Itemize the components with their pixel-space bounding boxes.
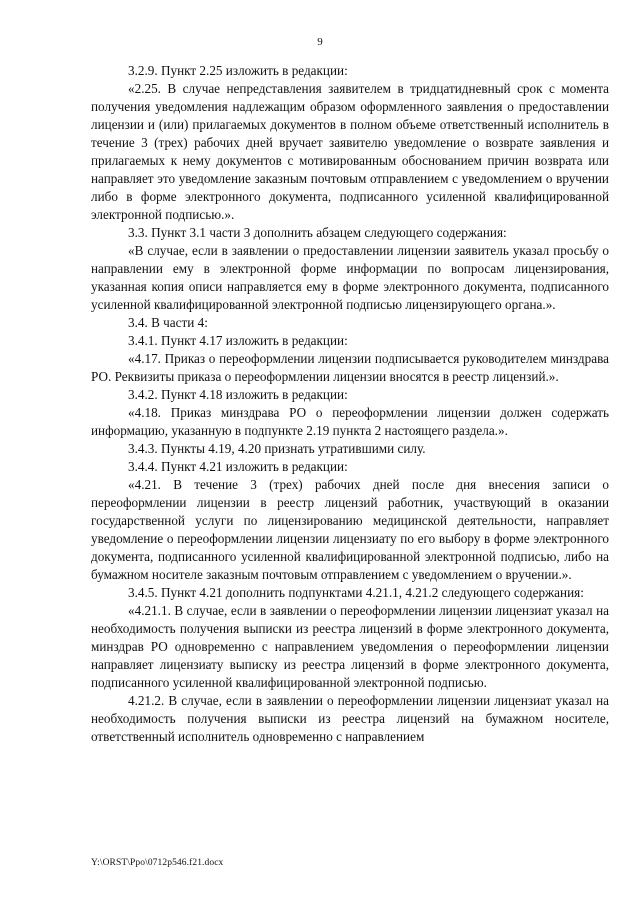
page-number: 9 [317,36,323,48]
paragraph-3-4-4-heading: 3.4.4. Пункт 4.21 изложить в редакции: [128,459,348,474]
paragraph-3-4-5-heading: 3.4.5. Пункт 4.21 дополнить подпунктами 4.21.1, 4.21.2 следующего содержания: [128,585,584,600]
paragraph-3-3-heading: 3.3. Пункт 3.1 части 3 дополнить абзацем следующего содержания: [128,225,507,240]
paragraph-3-2-9-heading: 3.2.9. Пункт 2.25 изложить в редакции: [128,63,348,78]
paragraph-4-21-1-text: «4.21.1. В случае, если в заявлении о переоформлении лицензии лицензиат указал на необходимость получения выписки из реестра лицензий в форме электронного документа, минздрав РО одновременно с направлением уведомления о переоформлении лицензии направляет лицензиату выписку из реестра лицензий в форме электронного документа, подписанного усиленной квалифицированной электронной подписью. [91,603,609,690]
document-body [91,62,609,746]
paragraph-4-18-text: «4.18. Приказ минздрава РО о переоформлении лицензии должен содержать информацию, указанную в подпункте 2.19 пункта 2 настоящего раздела.». [91,405,609,438]
paragraph-4-17-text: «4.17. Приказ о переоформлении лицензии подписывается руководителем минздрава РО. Реквизиты приказа о переоформлении лицензии вносятся в реестр лицензий.». [91,351,609,384]
paragraph-3-4-heading: 3.4. В части 4: [128,315,208,330]
paragraph-2-25-text: «2.25. В случае непредставления заявителем в тридцатидневный срок с момента получения уведомления надлежащим образом оформленного заявления о предоставлении лицензии и (или) прилагаемых документов в полном объеме ответственный исполнитель в течение 3 (трех) рабочих дней вручает заявителю уведомление о возврате заявления и прилагаемых к нему документов с мотивированным обоснованием причин возврата или направляет это уведомление заказным почтовым отправлением с уведомлением о вручении либо в форме электронного документа, подписанного усиленной квалифицированной электронной подписью.». [91,81,609,222]
paragraph-4-21-2-text: 4.21.2. В случае, если в заявлении о переоформлении лицензии лицензиат указал на необходимость получения выписки из реестра лицензий на бумажном носителе, ответственный исполнитель одновременно с направлением [91,693,609,744]
footer-file-path: Y:\ORST\Ppo\0712p546.f21.docx [91,858,224,868]
paragraph-3-4-2-heading: 3.4.2. Пункт 4.18 изложить в редакции: [128,387,348,402]
paragraph-3-4-3-text: 3.4.3. Пункты 4.19, 4.20 признать утратившими силу. [128,441,426,456]
paragraph-3-1-addition-text: «В случае, если в заявлении о предоставлении лицензии заявитель указал просьбу о направлении ему в электронной форме информации по вопросам лицензирования, указанная копия описи направляется ему в форме электронного документа, подписанного усиленной квалифицированной электронной подписью лицензирующего органа.». [91,243,609,312]
paragraph-3-4-1-heading: 3.4.1. Пункт 4.17 изложить в редакции: [128,333,348,348]
paragraph-4-21-text: «4.21. В течение 3 (трех) рабочих дней после дня внесения записи о переоформлении лицензии в реестр лицензий работник, участвующий в оказании государственной услуги по лицензированию медицинской деятельности, направляет уведомление о переоформлении лицензии лицензиату по его выбору в форме электронного документа, подписанного усиленной квалифицированной электронной подписью, либо на бумажном носителе заказным почтовым отправлением с уведомлением о вручении.». [91,477,609,582]
